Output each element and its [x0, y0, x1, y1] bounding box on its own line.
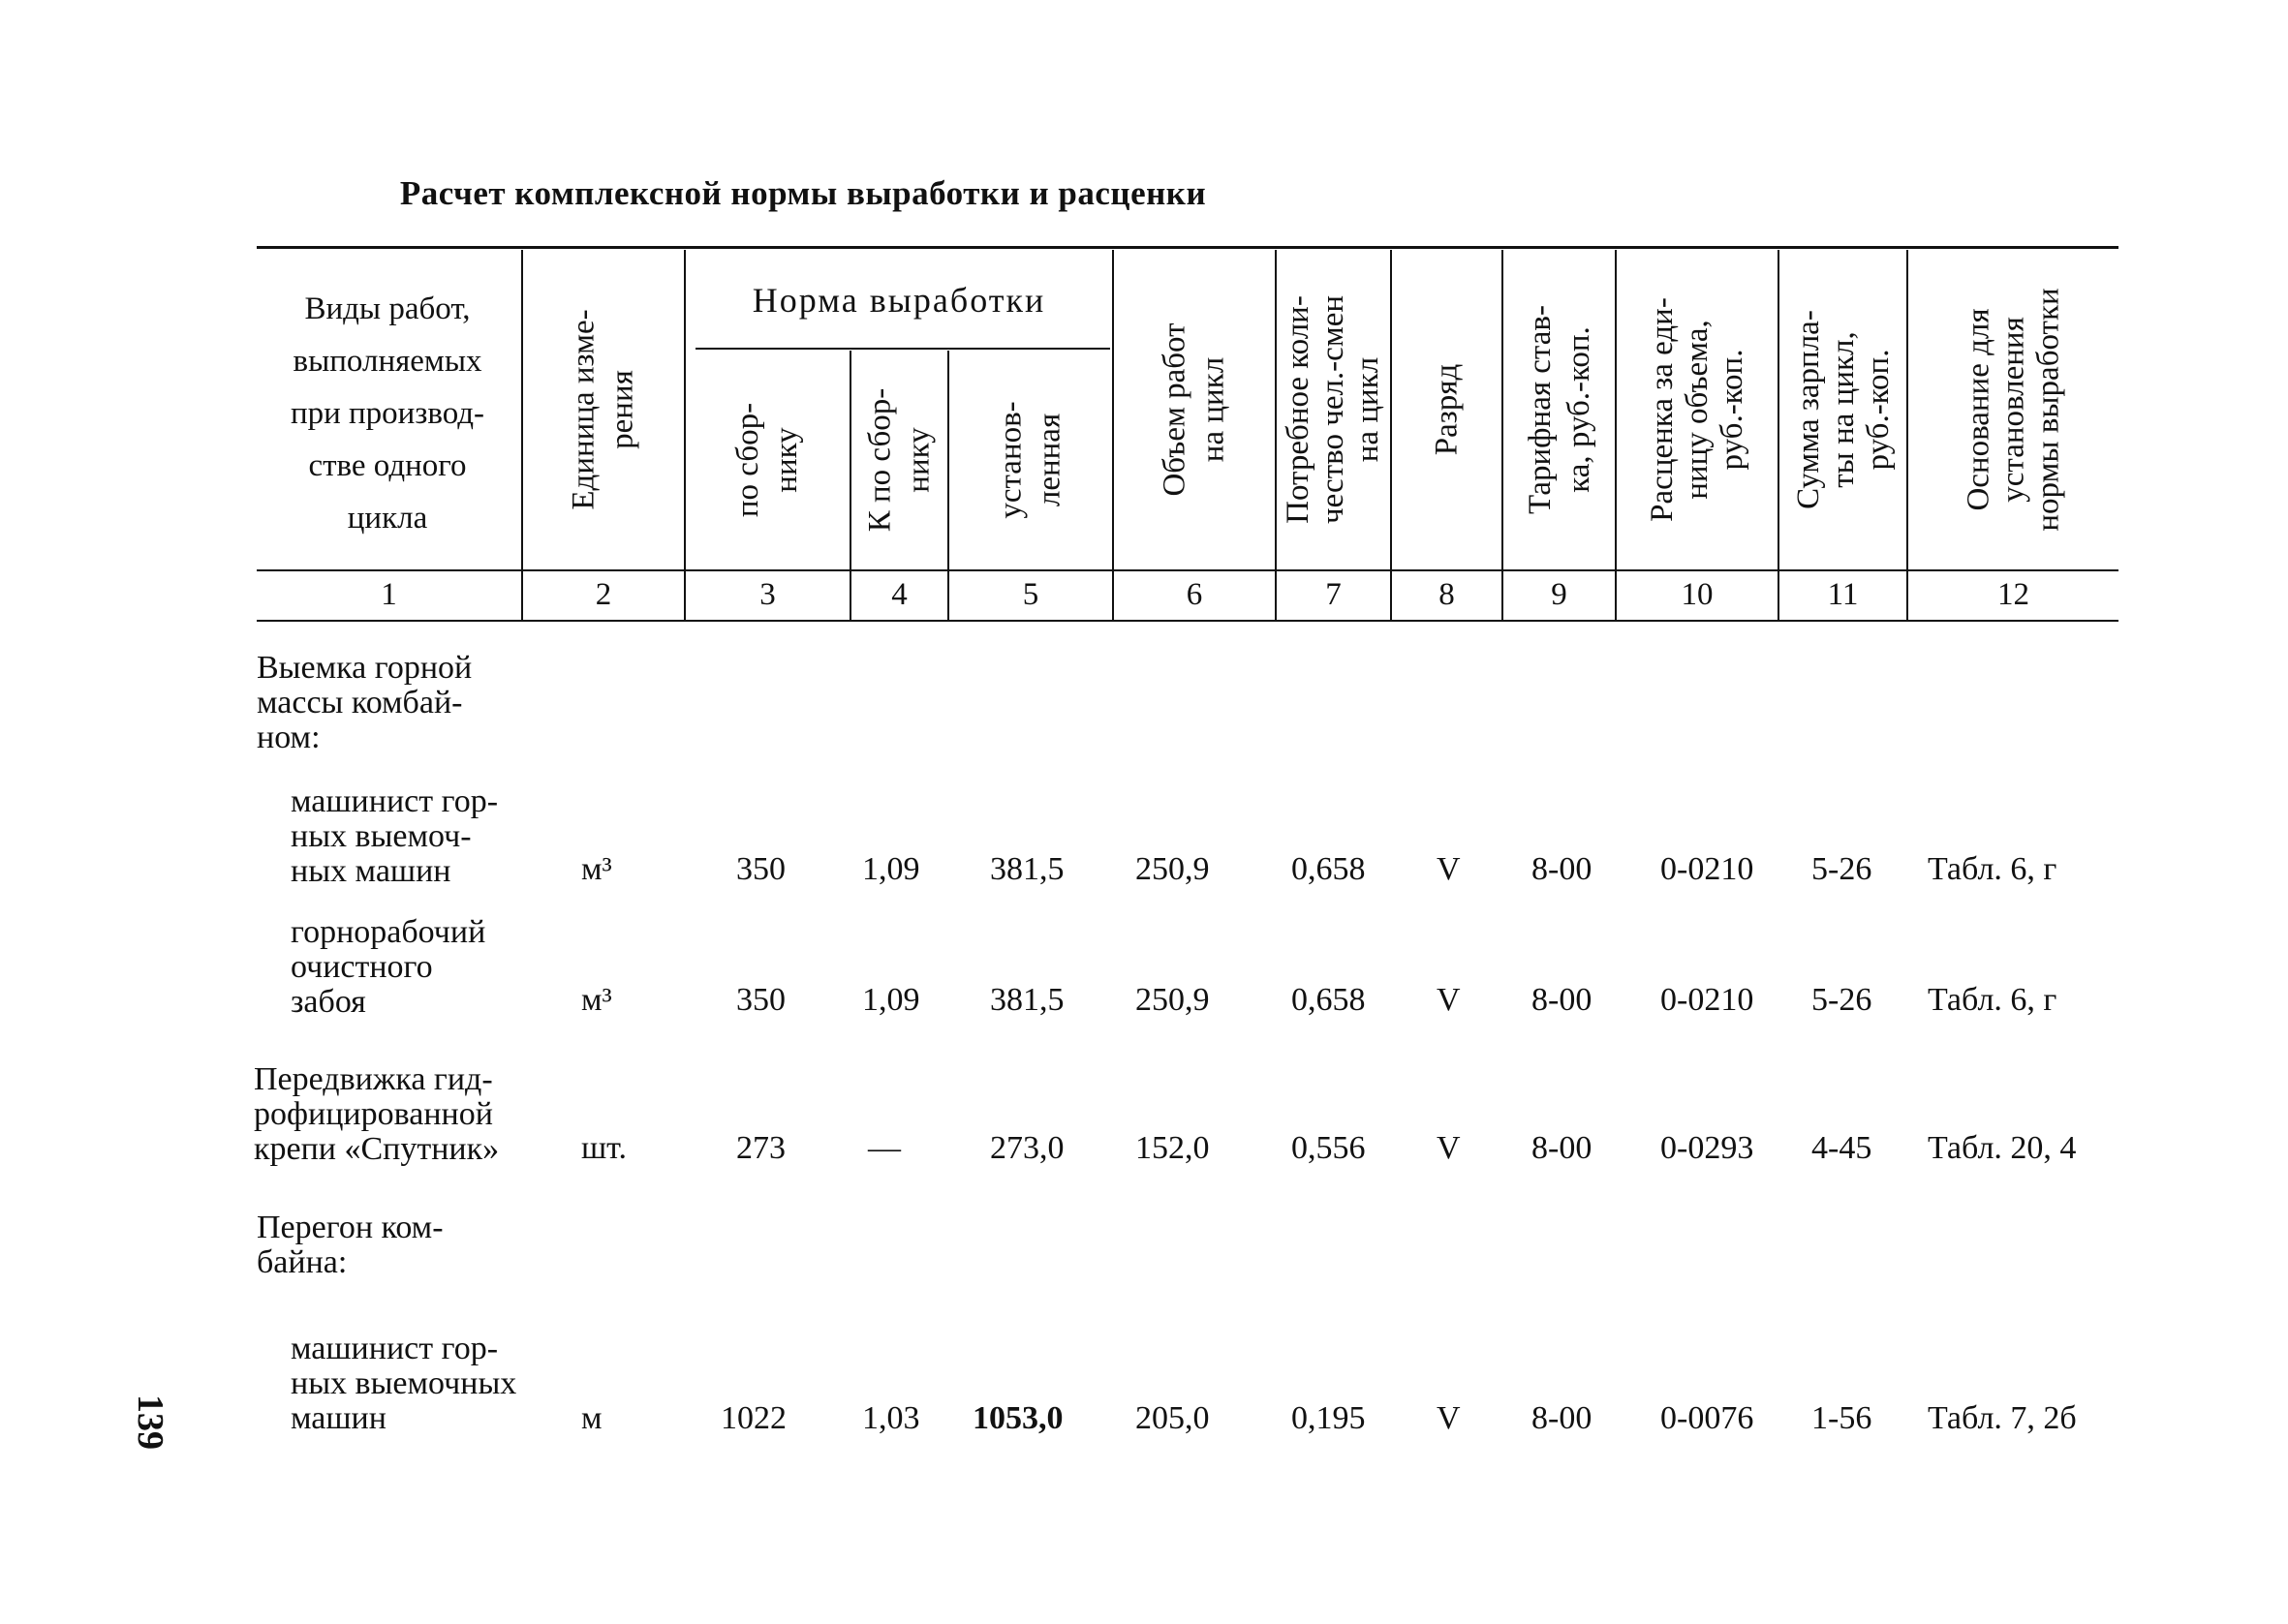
table-cell: шт.	[581, 1130, 627, 1166]
row-label: машинист гор- ных выемоч- ных машин	[291, 783, 499, 889]
table-cell: 5-26	[1811, 982, 1872, 1018]
table-cell: м³	[581, 851, 612, 887]
header-col2: Единица изме- рения	[567, 309, 641, 510]
table-cell: 1,03	[862, 1400, 920, 1436]
table-cell: Табл. 7, 2б	[1928, 1400, 2077, 1436]
table-cell: 381,5	[990, 851, 1065, 887]
column-number: 6	[1186, 577, 1203, 612]
table-cell: 5-26	[1811, 851, 1872, 887]
column-number: 10	[1681, 577, 1714, 612]
table-cell: 0-0293	[1660, 1130, 1754, 1166]
table-cell: 8-00	[1531, 1400, 1592, 1436]
table-cell: 8-00	[1531, 851, 1592, 887]
table-cell: Табл. 6, г	[1928, 851, 2057, 887]
table-cell: 250,9	[1135, 851, 1210, 887]
table-cell: Табл. 20, 4	[1928, 1130, 2077, 1166]
table-cell: 1,09	[862, 851, 920, 887]
row-label: Передвижка гид- рофицированной крепи «Спутник»	[254, 1061, 500, 1167]
column-number: 11	[1827, 577, 1859, 612]
row-label: горнорабочий очистного забоя	[291, 914, 486, 1020]
header-col12: Основание для установления нормы выработки	[1961, 288, 2066, 532]
table-cell: V	[1437, 982, 1461, 1018]
table-cell: V	[1437, 1130, 1461, 1166]
header-col7: Потребное коли- чество чел.-смен на цикл	[1281, 294, 1386, 525]
table-cell: 350	[736, 982, 786, 1018]
header-col3: по сбор- нику	[730, 402, 805, 518]
header-col10: Расценка за еди- ницу объема, руб.-коп.	[1645, 297, 1750, 522]
table-cell: 4-45	[1811, 1130, 1872, 1166]
table-cell: V	[1437, 851, 1461, 887]
header-col4: К по сбор- нику	[862, 387, 937, 533]
column-number: 7	[1325, 577, 1342, 612]
page-title: Расчет комплексной нормы выработки и расценки	[399, 174, 1207, 212]
table-cell: 8-00	[1531, 1130, 1592, 1166]
column-number: 2	[595, 577, 612, 612]
row-label: машинист гор- ных выемочных машин	[291, 1331, 517, 1436]
page-number: 139	[130, 1394, 170, 1450]
table-cell: 381,5	[990, 982, 1065, 1018]
table-cell: 1,09	[862, 982, 920, 1018]
table-cell: 0-0210	[1660, 851, 1754, 887]
header-norma-group: Норма выработки	[752, 281, 1046, 320]
header-col8: Разряд	[1429, 363, 1465, 456]
table-cell: м	[581, 1400, 603, 1436]
colnum-bottom-rule	[257, 620, 2118, 622]
table-top-rule	[257, 246, 2118, 249]
table-cell: м³	[581, 982, 612, 1018]
table-cell: 8-00	[1531, 982, 1592, 1018]
column-number: 1	[381, 577, 397, 612]
table-cell: V	[1437, 1400, 1461, 1436]
table-cell: 273,0	[990, 1130, 1065, 1166]
table-cell: Табл. 6, г	[1928, 982, 2057, 1018]
table-cell: 250,9	[1135, 982, 1210, 1018]
column-number: 3	[759, 577, 776, 612]
table-cell: 0,658	[1291, 982, 1366, 1018]
table-cell: 1-56	[1811, 1400, 1872, 1436]
table-cell: 273	[736, 1130, 786, 1166]
norma-group-rule	[696, 348, 1110, 350]
table-cell: 1022	[721, 1400, 787, 1436]
row-label-section: Выемка горной массы комбай- ном:	[257, 650, 473, 755]
table-cell: 0,556	[1291, 1130, 1366, 1166]
table-cell: 152,0	[1135, 1130, 1210, 1166]
column-number: 12	[1997, 577, 2029, 612]
header-col6: Объем работ на цикл	[1158, 322, 1232, 497]
table-cell: 205,0	[1135, 1400, 1210, 1436]
column-number: 9	[1551, 577, 1567, 612]
table-cell: 0-0076	[1660, 1400, 1754, 1436]
header-col1: Виды работ, выполняемых при производ- стве одного цикла	[290, 291, 485, 536]
header-bottom-rule	[257, 569, 2118, 571]
table-cell: 0,658	[1291, 851, 1366, 887]
table-cell: 0,195	[1291, 1400, 1366, 1436]
column-number: 8	[1438, 577, 1455, 612]
table-cell: 350	[736, 851, 786, 887]
row-label-section: Перегон ком- байна:	[257, 1210, 444, 1280]
column-number: 4	[891, 577, 908, 612]
column-number: 5	[1022, 577, 1039, 612]
table-cell: 0-0210	[1660, 982, 1754, 1018]
header-col11: Сумма зарпла- ты на цикл, руб.-коп.	[1790, 310, 1896, 509]
table-cell: —	[868, 1130, 901, 1166]
header-col5: установ- ленная	[993, 401, 1067, 519]
header-col9: Тарифная став- ка, руб.-коп.	[1522, 305, 1596, 514]
table-cell: 1053,0	[973, 1400, 1064, 1436]
